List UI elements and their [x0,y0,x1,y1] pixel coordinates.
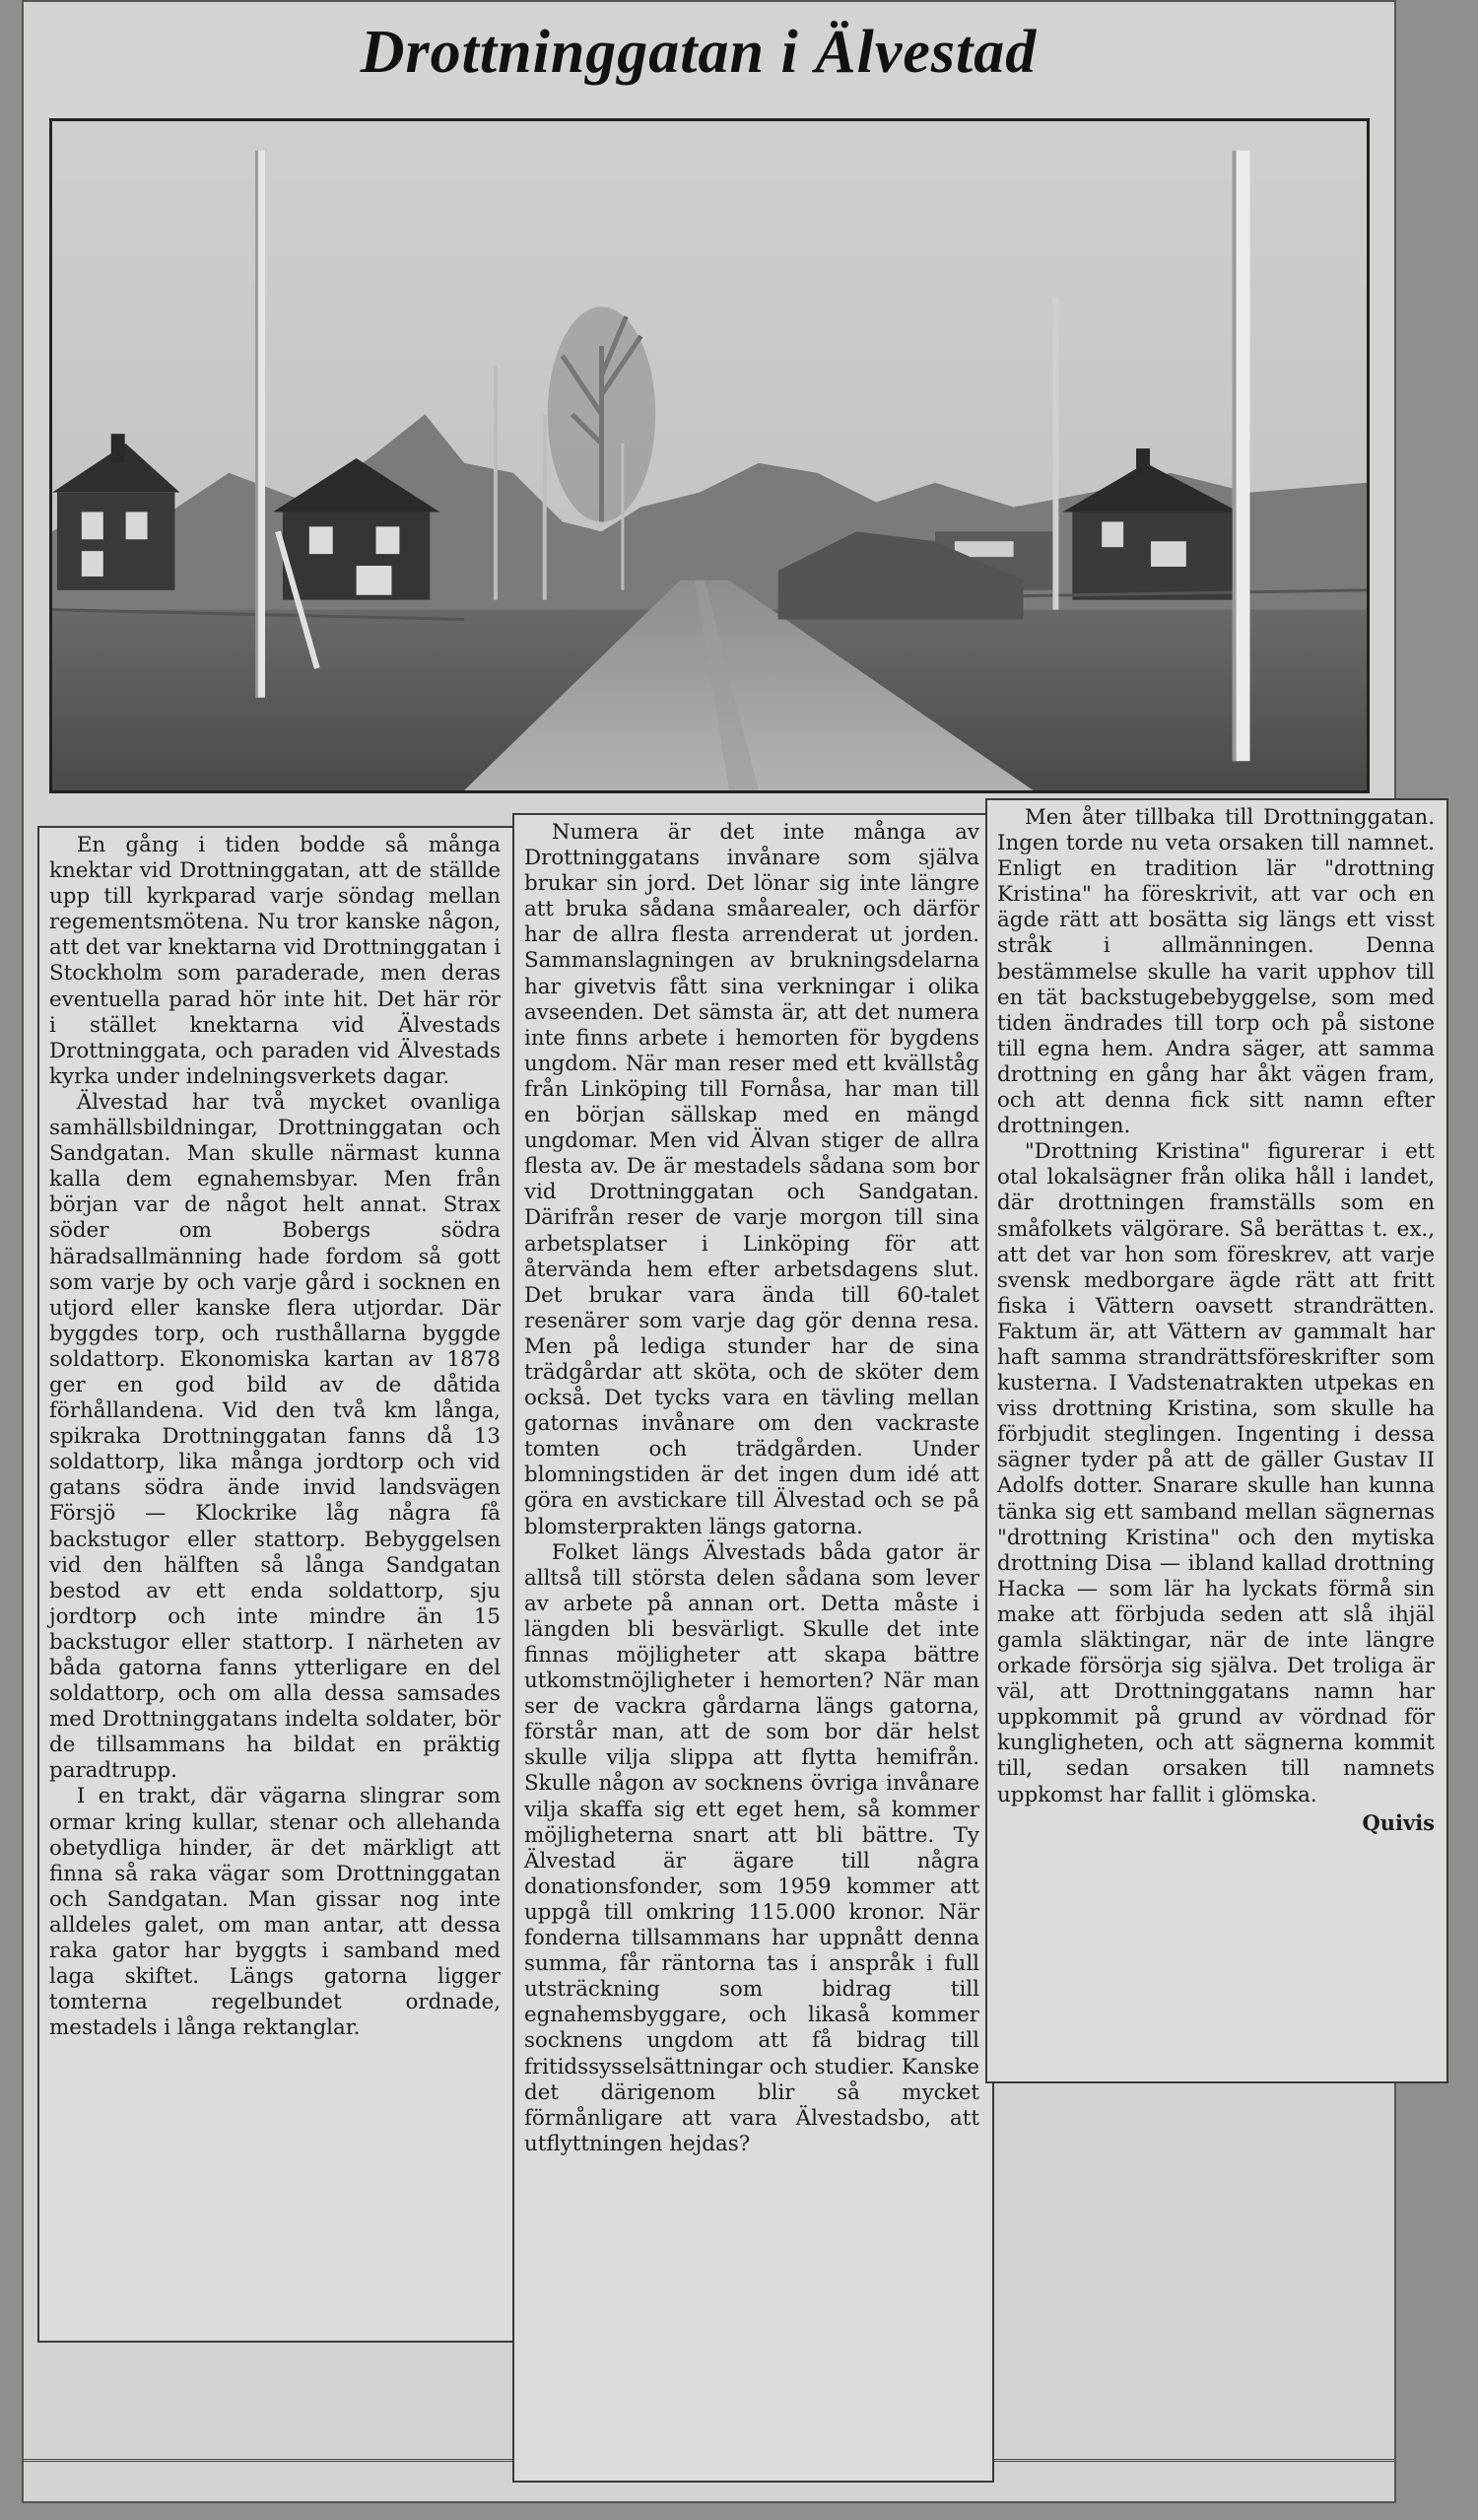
column-2-paragraph: Folket längs Älvestads båda gator är alltså till största delen sådana som lever av arbete på annan ort. Detta måste i längden bli besvärligt. Skulle det inte finnas möjligheter att skapa bättre utkomstmöjligheter i hemorten? När man ser de vackra gårdarna längs gatorna, förstår man, att de som bor där helst skulle vilja slippa att flytta hemifrån. Skulle någon av socknens övriga invånare vilja skaffa sig ett eget hem, så kommer möjligheterna snart att bli bättre. Ty Älvestad är ägare till några donationsfonder, som 1959 kommer att uppgå till omkring 115.000 kronor. När fonderna tillsammans har uppnått denna summa, får räntorna tas i anspråk i full utsträckning som bidrag till egnahemsbyggare, och likaså kommer socknens ungdom att få bidrag till fritidssysselsättningar och studier. Kanske det därigenom blir så mycket förmånligare att vara Älvestadsbo, att utflyttningen hejdas? [524,1539,979,2156]
author-signature: Quivis [1362,1809,1435,1835]
article-column-3 [997,805,1435,1836]
article-column-2 [524,820,979,2157]
column-3-paragraph: "Drottning Kristina" figurerar i ett otal lokalsägner från olika håll i landet, där drottningen framställs som en småfolkets välgörare. Så berättas t. ex., att det var hon som föreskrev, att varje svensk medborgare ägde rätt att fritt fiska i Vättern oavsett strandrätten. Faktum är, att Vättern av gammalt har haft samma strandrättsföreskrifter som kusterna. I Vadstenatrakten utpekas en viss drottning Kristina, som skulle ha förbjudit steglingen. Ingenting i dessa sägner tyder på att de gäller Gustav II Adolfs dotter. Snarare skulle han kunna tänka sig ett samband mellan sägnernas "drottning Kristina" och den mytiska drottning Disa — ibland kallad drottning Hacka — som lär ha lyckats förmå sin make att förbjuda seden att slå ihjäl gamla släktingar, när de inte längre orkade försörja sig själva. Det troliga är väl, att Drottninggatans namn har uppkommit på grund av vördnad för kungligheten, och att sägnerna kommit till, sedan orsaken till namnets uppkomst har fallit i glömska. [997,1139,1435,1807]
column-1-paragraph: En gång i tiden bodde så många knektar vid Drottninggatan, att de ställde upp till kyrkparad varje söndag mellan regementsmötena. Nu tror kanske någon, att det var knektarna vid Drottninggatan i Stockholm som paraderade, men deras eventuella parad hör inte hit. Det här rör i stället knektarna vid Älvestads Drottninggata, och paraden vid Älvestads kyrka under indelningsverkets dagar. [49,833,501,1089]
article-column-1 [49,833,501,2041]
column-2-paragraph: Numera är det inte många av Drottninggatans invånare som själva brukar sin jord. Det lönar sig inte längre att bruka sådana småarealer, och därför har de allra flesta arrenderat ut jorden. Sammanslagningen av brukningsdelarna har givetvis fått sina verkningar i olika avseenden. Det sämsta är, att det numera inte finns arbete i hemorten för bygdens ungdom. När man reser med ett kvällståg från Linköping till Fornåsa, har man till en början sällskap med en mängd ungdomar. Men vid Älvan stiger de allra flesta av. De är mestadels sådana som bor vid Drottninggatan och Sandgatan. Därifrån reser de varje morgon till sina arbetsplatser i Linköping för att återvända hem efter arbetsdagens slut. Det brukar vara ända till 60-talet resenärer som varje dag gör denna resa. Men på lediga stunder har de sina trädgårdar att sköta, och de sköter dem också. Det tycks vara en tävling mellan gatornas invånare om den vackraste tomten och trädgården. Under blomningstiden är det ingen dum idé att göra en avstickare till Älvestad och se på blomsterprakten längs gatorna. [524,820,979,1539]
column-1-paragraph: Älvestad har två mycket ovanliga samhällsbildningar, Drottninggatan och Sandgatan. Man skulle närmast kunna kalla dem egnahemsbyar. Men från början var de något helt annat. Strax söder om Bobergs södra häradsallmänning hade fordom så gott som varje by och varje gård i socknen en utjord eller kanske flera utjordar. Där byggdes torp, och rusthållarna byggde soldattorp. Ekonomiska kartan av 1878 ger en god bild av de dåtida förhållandena. Vid den två km långa, spikraka Drottninggatan fanns då 13 soldattorp, lika många jordtorp och vid gatans södra ände invid landsvägen Försjö — Klockrike låg några få backstugor eller stattorp. Bebyggelsen vid den hälften så långa Sandgatan bestod av ett enda soldattorp, sju jordtorp och inte mindre än 15 backstugor eller stattorp. I närheten av båda gatorna fanns ytterligare en del soldattorp, och om alla dessa samsades med Drottninggatans indelta soldater, bör de tillsammans ha bildat en präktig paradtrupp. [49,1089,501,1784]
street-photo [49,118,1370,793]
column-3-paragraph: Men åter tillbaka till Drottninggatan. Ingen torde nu veta orsaken till namnet. Enligt en tradition lär "drottning Kristina" ha föreskrivit, att var och en ägde rätt att bosätta sig längs ett visst stråk i allmänningen. Denna bestämmelse skulle ha varit upphov till en tät backstugebebyggelse, som med tiden ändrades till torp och på sistone till egna hem. Andra säger, att samma drottning en gång har åkt vägen fram, och att denna fick sitt namn efter drottningen. [997,805,1435,1139]
headline: Drottninggatan i Älvestad [360,19,1038,86]
column-1-paragraph: I en trakt, där vägarna slingrar som ormar kring kullar, stenar och allehanda obetydliga hinder, är det märkligt att finna så raka vägar som Drottninggatan och Sandgatan. Man gissar nog inte alldeles galet, om man antar, att dessa raka gator har byggts i samband med laga skiftet. Längs gatorna ligger tomterna regelbundet ordnade, mestadels i långa rektanglar. [49,1784,501,2041]
street-photo-image [52,121,1367,790]
